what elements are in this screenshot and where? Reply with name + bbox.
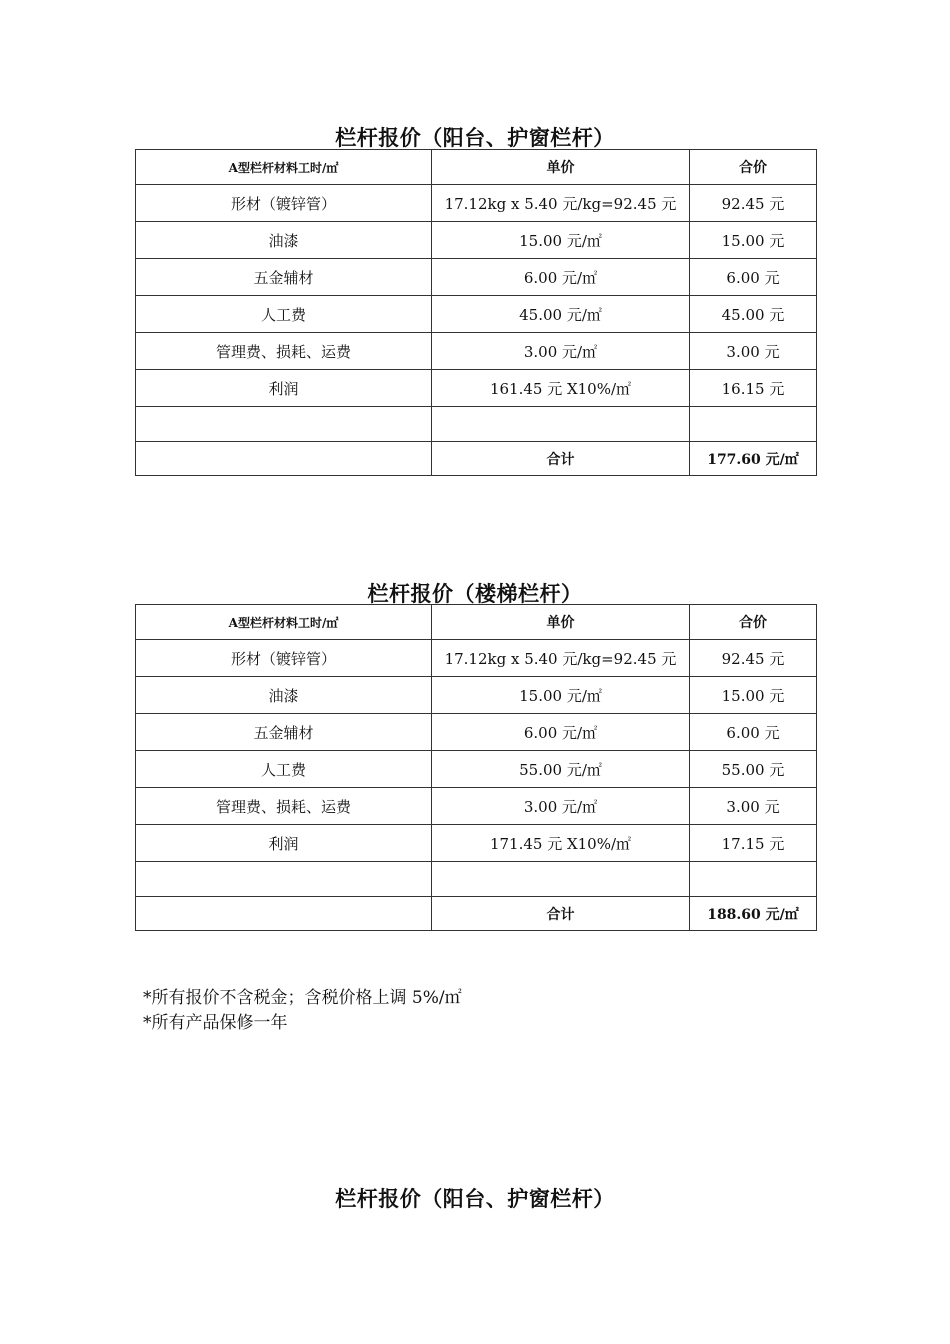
unit-price-cell: 3.00 元/㎡ [432, 333, 690, 370]
blank-row [136, 862, 817, 897]
header-total-price: 合价 [690, 150, 817, 185]
blank-cell [136, 897, 432, 931]
total-price-cell: 45.00 元 [690, 296, 817, 333]
total-label: 合计 [432, 897, 690, 931]
header-item: A型栏杆材料工时/㎡ [136, 605, 432, 640]
table-row [136, 296, 817, 333]
total-price-cell: 55.00 元 [690, 751, 817, 788]
header-unit-price: 单价 [432, 605, 690, 640]
unit-price-cell: 45.00 元/㎡ [432, 296, 690, 333]
note-warranty: *所有产品保修一年 [143, 1013, 288, 1033]
header-item: A型栏杆材料工时/㎡ [136, 150, 432, 185]
item-cell: 利润 [136, 370, 432, 407]
unit-price-cell: 6.00 元/㎡ [432, 259, 690, 296]
table-row [136, 259, 817, 296]
item-cell: 管理费、损耗、运费 [136, 788, 432, 825]
total-row [136, 442, 817, 476]
table-row [136, 185, 817, 222]
unit-price-cell: 161.45 元 X10%/㎡ [432, 370, 690, 407]
item-cell: 油漆 [136, 222, 432, 259]
table-header-row [136, 605, 817, 640]
unit-price-cell: 6.00 元/㎡ [432, 714, 690, 751]
table-row [136, 370, 817, 407]
table-row [136, 788, 817, 825]
item-cell: 五金辅材 [136, 714, 432, 751]
table-row [136, 677, 817, 714]
blank-cell [136, 407, 432, 442]
unit-price-cell: 15.00 元/㎡ [432, 222, 690, 259]
quote-table-balcony [135, 149, 817, 476]
item-cell: 油漆 [136, 677, 432, 714]
item-cell: 人工费 [136, 296, 432, 333]
total-label: 合计 [432, 442, 690, 476]
total-price-cell: 92.45 元 [690, 185, 817, 222]
item-cell: 五金辅材 [136, 259, 432, 296]
unit-price-cell: 15.00 元/㎡ [432, 677, 690, 714]
total-price-cell: 6.00 元 [690, 259, 817, 296]
unit-price-cell: 3.00 元/㎡ [432, 788, 690, 825]
total-value: 188.60 元/㎡ [690, 897, 817, 931]
total-value: 177.60 元/㎡ [690, 442, 817, 476]
total-price-cell: 3.00 元 [690, 788, 817, 825]
blank-row [136, 407, 817, 442]
total-price-cell: 3.00 元 [690, 333, 817, 370]
table-header-row [136, 150, 817, 185]
unit-price-cell: 17.12kg x 5.40 元/kg=92.45 元 [432, 185, 690, 222]
item-cell: 形材（镀锌管） [136, 185, 432, 222]
item-cell: 利润 [136, 825, 432, 862]
notes-block [143, 986, 462, 1036]
table-row [136, 222, 817, 259]
table-row [136, 825, 817, 862]
quote-table-stair [135, 604, 817, 931]
table-row [136, 640, 817, 677]
section-1-title: 栏杆报价（阳台、护窗栏杆） [335, 125, 615, 150]
table-row [136, 333, 817, 370]
table-row [136, 714, 817, 751]
total-price-cell: 92.45 元 [690, 640, 817, 677]
blank-cell [432, 407, 690, 442]
total-price-cell: 16.15 元 [690, 370, 817, 407]
blank-cell [136, 442, 432, 476]
blank-cell [432, 862, 690, 897]
unit-price-cell: 17.12kg x 5.40 元/kg=92.45 元 [432, 640, 690, 677]
header-total-price: 合价 [690, 605, 817, 640]
section-2-title: 栏杆报价（楼梯栏杆） [367, 581, 583, 606]
blank-cell [690, 862, 817, 897]
total-price-cell: 15.00 元 [690, 222, 817, 259]
table-row [136, 751, 817, 788]
header-unit-price: 单价 [432, 150, 690, 185]
item-cell: 人工费 [136, 751, 432, 788]
blank-cell [136, 862, 432, 897]
unit-price-cell: 55.00 元/㎡ [432, 751, 690, 788]
note-tax: *所有报价不含税金；含税价格上调 5%/㎡ [143, 988, 462, 1008]
blank-cell [690, 407, 817, 442]
item-cell: 形材（镀锌管） [136, 640, 432, 677]
footer-title: 栏杆报价（阳台、护窗栏杆） [335, 1186, 615, 1211]
total-price-cell: 15.00 元 [690, 677, 817, 714]
item-cell: 管理费、损耗、运费 [136, 333, 432, 370]
total-row [136, 897, 817, 931]
total-price-cell: 6.00 元 [690, 714, 817, 751]
unit-price-cell: 171.45 元 X10%/㎡ [432, 825, 690, 862]
total-price-cell: 17.15 元 [690, 825, 817, 862]
